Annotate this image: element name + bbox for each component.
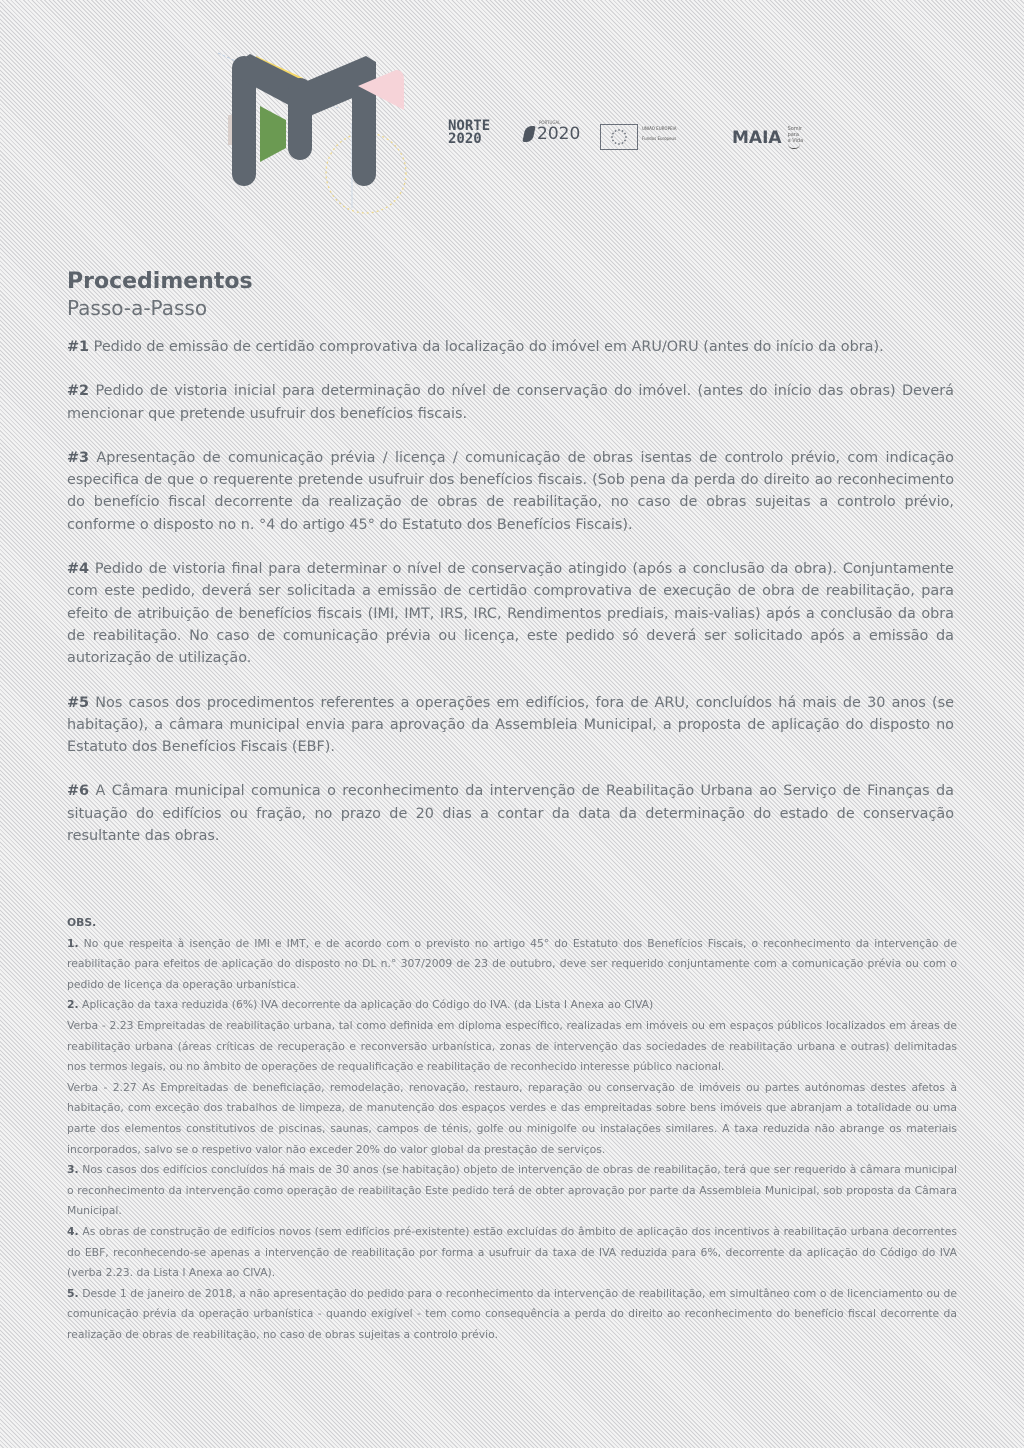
- maia-tagline: Somir: [787, 126, 803, 132]
- maia-tagline: para: [787, 132, 799, 138]
- obs-item: [67, 1160, 957, 1222]
- obs-item: [67, 1078, 957, 1160]
- step-text: Nos casos dos procedimentos referentes a operações em edifícios, fora de ARU, concluídos há mais de 30 anos (se habitação), a câmara municipal envia para aprovação da Assembleia Municipal, a proposta de aplicação do disposto no Estatuto dos Benefícios Fiscais (EBF).: [67, 694, 954, 756]
- portugal-label: PORTUGAL: [539, 120, 561, 125]
- step-item: [67, 447, 954, 536]
- portugal-2020-logo: [524, 120, 581, 144]
- maia-logo: [732, 126, 803, 149]
- step-text: Pedido de vistoria final para determinar o nível de conservação atingido (após a conclusão da obra). Conjuntamente com este pedido, deverá ser solicitada a emissão de certidão comprovativa de execução de obra de reabilitação, para efeito de atribuição de benefícios fiscais (IMI, IMT, IRS, IRC, Rendimentos prediais, mais-valias) após a conclusão da obra de reabilitação. No caso de comunicação prévia ou licença, este pedido só deverá ser solicitado após a emissão da autorização de utilização.: [67, 561, 954, 667]
- norte-2020-logo: [448, 120, 490, 146]
- step-number: #6: [67, 783, 90, 800]
- obs-item: [67, 934, 957, 996]
- norte-logo-text: NORTE: [448, 118, 491, 134]
- obs-number: 5.: [67, 1286, 79, 1300]
- step-number: #3: [67, 449, 90, 466]
- procedures-section: [67, 268, 954, 869]
- step-number: #5: [67, 694, 90, 711]
- obs-text: No que respeita à isenção de IMI e IMT, e de acordo com o previsto no artigo 45° do Estatuto dos Benefícios Fiscais, o reconhecimento da intervenção de reabilitação para efeitos de aplicação do disposto no DL n.° 307/2009 de 23 de outubro, deve ser requerido conjuntamente com a comunicação prévia ou com o pedido de licença da operação urbanística.: [67, 936, 957, 991]
- obs-number: 2.: [67, 998, 79, 1012]
- step-number: #2: [67, 383, 90, 400]
- partner-logos: [448, 118, 818, 158]
- obs-number: 1.: [67, 936, 79, 950]
- obs-text: Verba - 2.27 As Empreitadas de beneficiação, remodelação, renovação, restauro, reparação ou conservação de imóveis ou partes autónomas destes afetos à habitação, com exceção dos trabalhos de limpeza, de manutenção dos espaços verdes e das empreitadas sobre bens imóveis que abranjam a totalidade ou uma parte dos elementos constitutivos de piscinas, saunas, campos de ténis, golfe ou minigolfe ou instalações similares. A taxa reduzida não abrange os materiais incorporados, salvo se o respetivo valor não exceder 20% do valor global da prestação de serviços.: [67, 1080, 957, 1156]
- step-number: #4: [67, 561, 90, 578]
- norte-logo-year: 2020: [448, 131, 482, 147]
- step-text: Pedido de emissão de certidão comprovativa da localização do imóvel em ARU/ORU (antes do início da obra).: [89, 339, 884, 355]
- page-subtitle: Passo-a-Passo: [67, 296, 208, 320]
- maia-tagline: a Vida: [787, 138, 804, 144]
- eu-sublabel: Fundos Europeus: [642, 136, 677, 141]
- step-text: Pedido de vistoria inicial para determinação do nível de conservação do imóvel. (antes do início das obras) Deverá mencionar que pretende usufruir dos benefícios fiscais.: [67, 383, 954, 422]
- obs-number: 3.: [67, 1163, 79, 1177]
- step-text: Apresentação de comunicação prévia / licença / comunicação de obras isentas de controlo prévio, com indicação especifica de que o requerente pretende usufruir dos benefícios fiscais. (Sob pena da perda do direito ao reconhecimento do benefício fiscal decorrente da realização de obras de reabilitação, no caso de obras sujeitas a controlo prévio, conforme o disposto no n. °4 do artigo 45° do Estatuto dos Benefícios Fiscais).: [67, 449, 954, 533]
- obs-item: [67, 1016, 957, 1078]
- obs-heading: OBS.: [67, 916, 97, 929]
- eu-flag-icon: [600, 124, 638, 150]
- step-text: A Câmara municipal comunica o reconhecimento da intervenção de Reabilitação Urbana ao Serviço de Finanças da situação do edifícios ou fração, no prazo de 20 dias a contar da data da determinação do estado de conservação resultante das obras.: [67, 783, 954, 845]
- maia-m-logo-graphic: [218, 48, 418, 228]
- obs-text: Aplicação da taxa reduzida (6%) IVA decorrente da aplicação do Código do IVA. (da Lista I Anexa ao CIVA): [78, 998, 654, 1012]
- m-right-stem: [352, 58, 376, 186]
- obs-item: [67, 1222, 957, 1284]
- observations-section: [67, 913, 957, 1345]
- obs-text: As obras de construção de edifícios novos (sem edifícios pré-existente) estão excluídas do âmbito de aplicação dos incentivos à reabilitação urbana decorrentes do EBF, reconhecendo-se apenas a intervenção de reabilitação por forma a usufruir da taxa de IVA reduzida para 6%, decorrente da aplicação do Código do IVA (verba 2.23. da Lista I Anexa ao CIVA).: [67, 1224, 957, 1280]
- eu-logo: [600, 124, 676, 150]
- step-item: [67, 558, 954, 669]
- obs-text: Desde 1 de janeiro de 2018, a não apresentação do pedido para o reconhecimento da intervenção de reabilitação, em simultâneo com o de licenciamento ou de comunicação prévia da operação urbanística - quando exigível - tem como consequência a perda do direito ao reconhecimento do benefício fiscal decorrente da realização de obras de reabilitação, no caso de obras sujeitas a controlo prévio.: [67, 1286, 957, 1341]
- green-shape: [260, 106, 286, 162]
- portugal-flame-icon: [522, 126, 535, 142]
- obs-text: Nos casos dos edifícios concluídos há mais de 30 anos (se habitação) objeto de intervenção de obras de reabilitação, terá que ser requerido à câmara municipal o reconhecimento da intervenção como operação de reabilitação Este pedido terá de obter aprovação por parte da Assembleia Municipal, sob proposta da Câmara Municipal.: [67, 1163, 957, 1218]
- step-number: #1: [67, 339, 90, 355]
- step-item: [67, 380, 954, 425]
- obs-text: Verba - 2.23 Empreitadas de reabilitação urbana, tal como definida em diploma específico, realizadas em imóveis ou em espaços públicos localizados em áreas de reabilitação urbana (áreas críticas de recuperação e reconversão urbanística, zonas de intervenção das sociedades de reabilitação urbana e outras) delimitadas nos termos legais, ou no âmbito de operações de requalificação e reabilitação de reconhecido interesse público nacional.: [67, 1018, 957, 1074]
- maia-wordmark: MAIA: [732, 127, 782, 148]
- obs-number: 4.: [67, 1224, 79, 1238]
- maia-m-logo: [218, 48, 418, 228]
- eu-label: UNIÃO EUROPEIA: [642, 126, 677, 131]
- obs-item: [67, 995, 957, 1016]
- step-item: [67, 692, 954, 759]
- smile-icon: [788, 144, 800, 149]
- step-item: [67, 780, 954, 847]
- portugal-year: 2020: [537, 124, 581, 144]
- obs-item: [67, 1284, 957, 1346]
- page-title: Procedimentos: [67, 269, 253, 294]
- step-item: [67, 336, 954, 358]
